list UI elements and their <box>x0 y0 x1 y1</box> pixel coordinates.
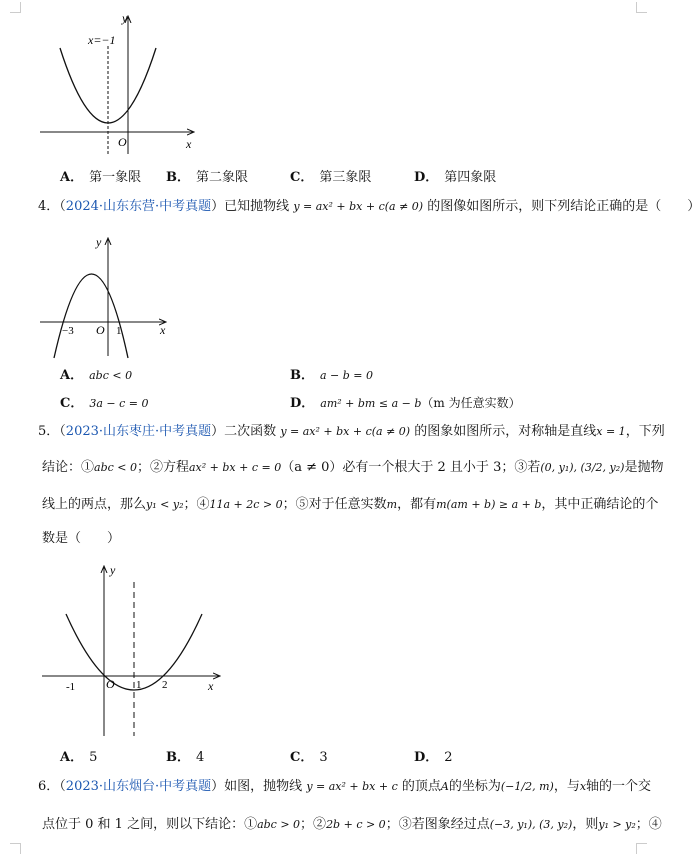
q5-tick-2: 2 <box>162 679 168 691</box>
q5-source: 2023·山东枣庄·中考真题 <box>65 424 212 439</box>
q4-parabola-curve <box>54 274 128 358</box>
q5-option-a[interactable]: A． 5 <box>60 750 98 765</box>
q4-source: 2024·山东东营·中考真题 <box>65 199 212 214</box>
q3-option-b[interactable]: B． 第二象限 <box>166 170 249 185</box>
q4-formula: y = ax² + bx + c(a ≠ 0) <box>293 200 424 213</box>
q4-option-b[interactable]: B． a − b = 0 <box>290 368 374 383</box>
q3-sym-label: x=−1 <box>88 33 116 47</box>
q5-origin-label: O <box>106 677 115 691</box>
corner-mark-bottom-right <box>636 843 647 854</box>
q5-option-b[interactable]: B． 4 <box>166 750 205 765</box>
corner-mark-top-right <box>636 2 647 13</box>
q3-origin-label: O <box>118 135 127 149</box>
q3-option-a[interactable]: A． 第一象限 <box>60 170 142 185</box>
q4-origin-label: O <box>96 323 105 337</box>
q6-line-2: 点位于 0 和 1 之间，则以下结论：①abc > 0；②2b + c > 0；③若图象经过点(−3, y₁), (3, y₂)，则y₁ > y₂；④ <box>42 817 662 832</box>
q3-option-d[interactable]: D． 第四象限 <box>414 170 497 185</box>
q6-source: 2023·山东烟台·中考真题 <box>65 779 212 794</box>
q5-line-3: 线上的两点，那么y₁ < y₂；④11a + 2c > 0；⑤对于任意实数m，都有m(am + b) ≥ a + b，其中正确结论的个 <box>42 497 659 512</box>
corner-mark-top-left <box>10 2 21 13</box>
q5-y-label: y <box>110 563 116 577</box>
q4-tick-minus3: −3 <box>62 325 74 337</box>
q4-y-label: y <box>96 235 102 249</box>
q4-option-a[interactable]: A． abc < 0 <box>60 368 133 383</box>
q3-x-label: x <box>186 137 192 151</box>
q4-option-d[interactable]: D． am² + bm ≤ a − b（m 为任意实数） <box>290 396 521 411</box>
q4-tick-1: 1 <box>116 325 122 337</box>
q5-line-4: 数是（ ） <box>42 531 121 546</box>
q3-y-label: y <box>122 11 128 25</box>
q3-option-c[interactable]: C． 第三象限 <box>290 170 372 185</box>
q4-x-label: x <box>160 323 166 337</box>
q5-line-1: 5．（2023·山东枣庄·中考真题）二次函数 y = ax² + bx + c(a ≠ 0) 的图象如图所示，对称轴是直线x = 1，下列 <box>38 424 665 439</box>
q5-tick-minus1: -1 <box>66 681 76 693</box>
q4-stem: 4．（2024·山东东营·中考真题）已知抛物线 y = ax² + bx + c(a ≠ 0) 的图像如图所示，则下列结论正确的是（ ） <box>38 199 700 214</box>
q5-option-c[interactable]: C． 3 <box>290 750 328 765</box>
q4-option-c[interactable]: C． 3a − c = 0 <box>60 396 149 411</box>
q4-parabola-graph <box>36 230 176 360</box>
q5-line-2: 结论：①abc < 0；②方程ax² + bx + c = 0（a ≠ 0）必有一个根大于 2 且小于 3；③若(0, y₁), (3/2, y₂)是抛物 <box>42 460 664 475</box>
q3-parabola-graph <box>36 8 206 158</box>
corner-mark-bottom-left <box>10 843 21 854</box>
q6-line-1: 6．（2023·山东烟台·中考真题）如图，抛物线 y = ax² + bx + c 的顶点A的坐标为(−1/2, m)，与x轴的一个交 <box>38 779 652 794</box>
q5-parabola-graph <box>36 560 236 740</box>
q5-tick-1: 1 <box>136 679 142 691</box>
q5-x-label: x <box>208 679 214 693</box>
q5-option-d[interactable]: D． 2 <box>414 750 453 765</box>
